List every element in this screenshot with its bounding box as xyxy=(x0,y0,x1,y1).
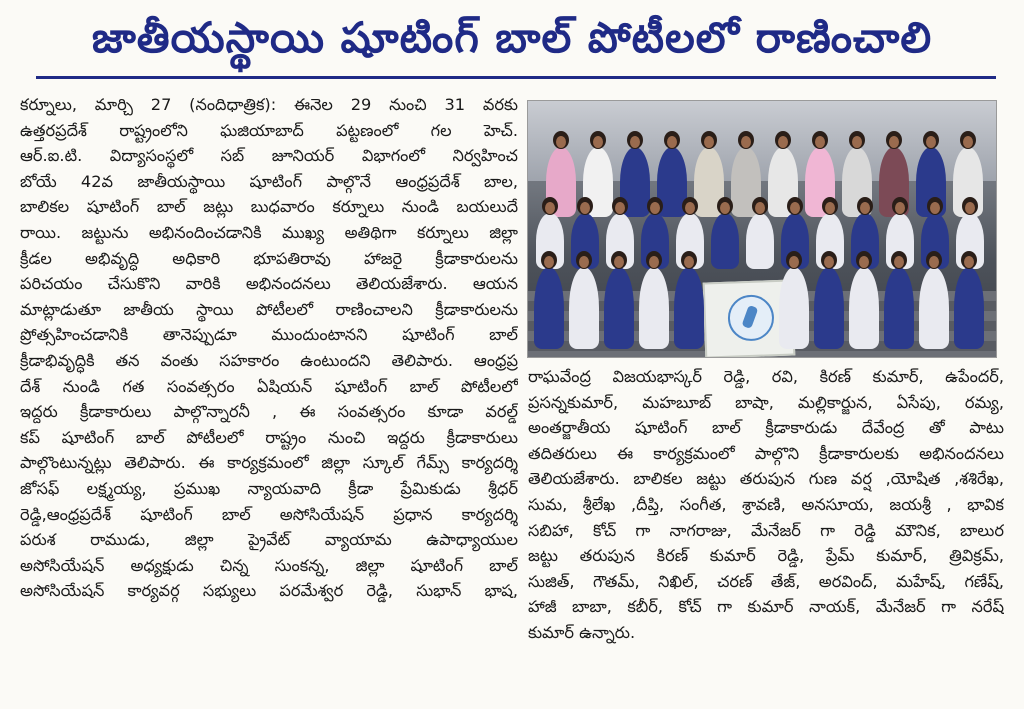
photo-person-face xyxy=(649,256,659,268)
photo-person-face xyxy=(860,202,870,214)
photo-person-head xyxy=(923,131,939,149)
left-column-line: జోసఫ్ లక్ష్మయ్య, ప్రముఖ న్యాయవాది క్రీడా ప్రేమికుడు శ్రీధర్ xyxy=(20,478,518,498)
photo-person xyxy=(746,213,774,269)
left-column-line: రెడ్డి,ఆంధ్రప్రదేశ్ షూటింగ్ బాల్ అసోసియేషన్ ప్రధాన కార్యదర్శి xyxy=(20,504,518,524)
photo-person-head xyxy=(856,251,872,269)
left-column-line: ఇద్దరు క్రీడాకారులు పాల్గొన్నారనీ , ఈ సంవత్సరం కూడా వరల్డ్ xyxy=(20,402,518,422)
photo-person-head xyxy=(590,131,606,149)
headline-rule xyxy=(36,76,996,79)
photo-person-face xyxy=(579,256,589,268)
photo-person xyxy=(814,267,844,349)
left-column-line: దేశ్ నుండి గత సంవత్సరం ఏషియన్ షూటింగ్ బాల్ పోటీలలో xyxy=(20,376,518,396)
photo-person-head xyxy=(821,251,837,269)
photo-person-face xyxy=(755,202,765,214)
association-emblem-icon xyxy=(727,294,775,342)
right-column-line: రాఘవేంద్ర విజయభాస్కర్ రెడ్డి, రవి, కిరణ్ కుమార్, ఉపేందర్, xyxy=(528,367,1004,386)
photo-person xyxy=(884,267,914,349)
left-column-line: పరుశ రాముడు, జిల్లా ప్రైవేట్ వ్యాయామ ఉపాధ్యాయుల xyxy=(20,530,518,550)
left-column-line: కర్నూలు, మార్చి 27 (నందిధాత్రిక): ఈనెల 29 నుంచి 31 వరకు xyxy=(20,95,518,114)
photo-person-head xyxy=(822,197,838,215)
photo-person-head xyxy=(886,131,902,149)
photo-person-face xyxy=(859,256,869,268)
photo-person-head xyxy=(541,251,557,269)
photo-person-head xyxy=(961,251,977,269)
right-column-line: హాజీ బాబా, కబీర్, కోచ్ గా కుమార్ నాయక్, మేనేజర్ గా నరేష్ xyxy=(528,597,1004,617)
photo-person-face xyxy=(852,136,862,148)
right-column-line: సబిహా, కోచ్ గా నాగరాజు, మేనేజర్ గా రెడ్డి మౌనిక, బాలుర xyxy=(528,520,1004,540)
photo-person-face xyxy=(964,256,974,268)
left-column-line: కప్ షూటింగ్ బాల్ పోటీలలో రాష్ట్రం నుంచి ఇద్దరు క్రీడాకారులు xyxy=(20,427,518,447)
photo-person xyxy=(849,267,879,349)
right-column-line: తెలియజేశారు. బాలికల జట్టు తరుపున గుణ వర్ష ,యోషిత ,శశిరేఖ, xyxy=(528,469,1004,489)
photo-person-face xyxy=(926,136,936,148)
photo-person-head xyxy=(542,197,558,215)
photo-person-face xyxy=(684,256,694,268)
photo-person-head xyxy=(849,131,865,149)
photo-person-head xyxy=(787,197,803,215)
photo-person-face xyxy=(889,136,899,148)
photo-person-face xyxy=(614,256,624,268)
photo-person-face xyxy=(894,256,904,268)
team-photo xyxy=(527,100,997,358)
photo-person-face xyxy=(824,256,834,268)
photo-person-face xyxy=(895,202,905,214)
photo-person-face xyxy=(965,202,975,214)
photo-person-face xyxy=(544,256,554,268)
photo-person-face xyxy=(789,256,799,268)
photo-person-head xyxy=(682,197,698,215)
photo-person-head xyxy=(786,251,802,269)
photo-person-head xyxy=(701,131,717,149)
photo-person-face xyxy=(630,136,640,148)
left-column-line: అసోసియేషన్ అధ్యక్షుడు చిన్న సుంకన్న, జిల్లా షూటింగ్ బాల్ xyxy=(20,555,518,575)
photo-person-head xyxy=(927,197,943,215)
headline: జాతీయస్థాయి షూటింగ్ బాల్ పోటీలలో రాణించాలి xyxy=(91,13,933,62)
photo-person xyxy=(919,267,949,349)
photo-person-head xyxy=(717,197,733,215)
left-column-line: క్రీడల అభివృద్ధి అధికారి భూపతిరావు హాజరై క్రీడాకారులను xyxy=(20,248,518,268)
right-column-line: అంతర్జాతీయ షూటింగ్ బాల్ క్రీడాకారుడు దేవేంద్ర తో పాటు xyxy=(528,418,1004,438)
left-column-line: క్రీడాభివృద్ధికి తన వంతు సహకారం ఉంటుందని తెలిపారు. ఆంధ్రప్ర xyxy=(20,350,518,370)
photo-person-face xyxy=(650,202,660,214)
left-column-line: మాట్లాడుతూ జాతీయ స్థాయి పోటీలలో రాణించాలని క్రీడాకారులను xyxy=(20,299,518,319)
photo-person-head xyxy=(926,251,942,269)
photo-person-face xyxy=(790,202,800,214)
photo-person-face xyxy=(815,136,825,148)
photo-person-face xyxy=(667,136,677,148)
article-left-column xyxy=(20,92,518,604)
photo-person-head xyxy=(647,197,663,215)
photo-person-face xyxy=(929,256,939,268)
photo-person-face xyxy=(741,136,751,148)
photo-person xyxy=(954,267,984,349)
photo-person-head xyxy=(681,251,697,269)
photo-person-face xyxy=(685,202,695,214)
photo-person-head xyxy=(627,131,643,149)
photo-person-face xyxy=(963,136,973,148)
photo-person-face xyxy=(580,202,590,214)
right-column-line: సుమ, శ్రీలేఖ ,దీప్తి, సంగీత, శ్రావణి, అనసూయ, జయశ్రీ , భావిక xyxy=(528,494,1004,514)
photo-person xyxy=(711,213,739,269)
photo-person-head xyxy=(857,197,873,215)
photo-person-head xyxy=(775,131,791,149)
photo-person-face xyxy=(556,136,566,148)
right-column-line: తదితరులు ఈ కార్యక్రమంలో పాల్గొని క్రీడాకారులకు అభినందనలు xyxy=(528,443,1004,463)
photo-person-face xyxy=(720,202,730,214)
photo-person-face xyxy=(930,202,940,214)
photo-person-face xyxy=(593,136,603,148)
photo-person-head xyxy=(891,251,907,269)
photo-person-head xyxy=(960,131,976,149)
photo-person xyxy=(534,267,564,349)
left-column-line: ప్రోత్సహించడానికి తానెప్పుడూ ముందుంటానని షూటింగ్ బాల్ xyxy=(20,325,518,345)
left-column-line: రాయి. జట్టును అభినందించడానికి ముఖ్య అతిథిగా కర్నూలు జిల్లా xyxy=(20,222,518,242)
photo-person-head xyxy=(664,131,680,149)
photo-person-head xyxy=(962,197,978,215)
photo-person xyxy=(604,267,634,349)
right-column-line: కుమార్ ఉన్నారు. xyxy=(528,622,636,642)
photo-person-head xyxy=(752,197,768,215)
photo-person-head xyxy=(577,197,593,215)
photo-person-head xyxy=(646,251,662,269)
left-column-line: అసోసియేషన్ కార్యవర్గ సభ్యులు పరమేశ్వర రెడ్డి, సుభాన్ భాష, xyxy=(20,581,518,601)
right-column-line: ప్రసన్నకుమార్, మహబూబ్ బాషా, మల్లికార్జున, ఏసేపు, రమ్య, xyxy=(528,392,1004,412)
photo-person-face xyxy=(704,136,714,148)
photo-person xyxy=(639,267,669,349)
photo-person-head xyxy=(812,131,828,149)
article-right-column xyxy=(528,364,1004,646)
photo-person xyxy=(779,267,809,349)
left-column-line: ఉత్తరప్రదేశ్ రాష్ట్రంలోని ఘజియాబాద్ పట్టణంలో గల హెచ్. xyxy=(20,120,518,140)
photo-person-face xyxy=(825,202,835,214)
left-column-line: ఆర్.ఐ.టి. విద్యాసంస్థలో సబ్ జూనియర్ విభాగంలో నిర్వహించ xyxy=(20,146,518,166)
photo-person-head xyxy=(553,131,569,149)
left-column-line: బోయే 42వ జాతీయస్థాయి షూటింగ్ పాల్గొనే ఆంధ్రప్రదేశ్ బాల, xyxy=(20,171,518,191)
photo-person-face xyxy=(545,202,555,214)
photo-person-head xyxy=(612,197,628,215)
photo-person xyxy=(569,267,599,349)
left-column-line: పాల్గొంటున్నట్లు తెలిపారు. ఈ కార్యక్రమంలో జిల్లా స్కూల్ గేమ్స్ కార్యదర్శి xyxy=(20,453,518,473)
left-column-line: బాలికల షూటింగ్ బాల్ జట్లు బుధవారం కర్నూలు నుండి బయలుదే xyxy=(20,197,518,217)
left-column-line: పరిచయం చేసుకొని వారికి అభినందనలు తెలియజేశారు. ఆయన xyxy=(20,274,518,294)
photo-person-head xyxy=(892,197,908,215)
photo-person-face xyxy=(615,202,625,214)
right-column-line: సుజిత్, గౌతమ్, నిఖిల్, చరణ్ తేజ్, అరవింద్, మహేష్, గణేష్, xyxy=(528,571,1004,591)
photo-person-head xyxy=(576,251,592,269)
photo-person-face xyxy=(778,136,788,148)
right-column-line: జట్టు తరుపున కిరణ్ కుమార్ రెడ్డి, ప్రేమ్ కుమార్, త్రివిక్రమ్, xyxy=(528,546,1004,566)
photo-person-head xyxy=(611,251,627,269)
photo-person xyxy=(674,267,704,349)
photo-person-head xyxy=(738,131,754,149)
